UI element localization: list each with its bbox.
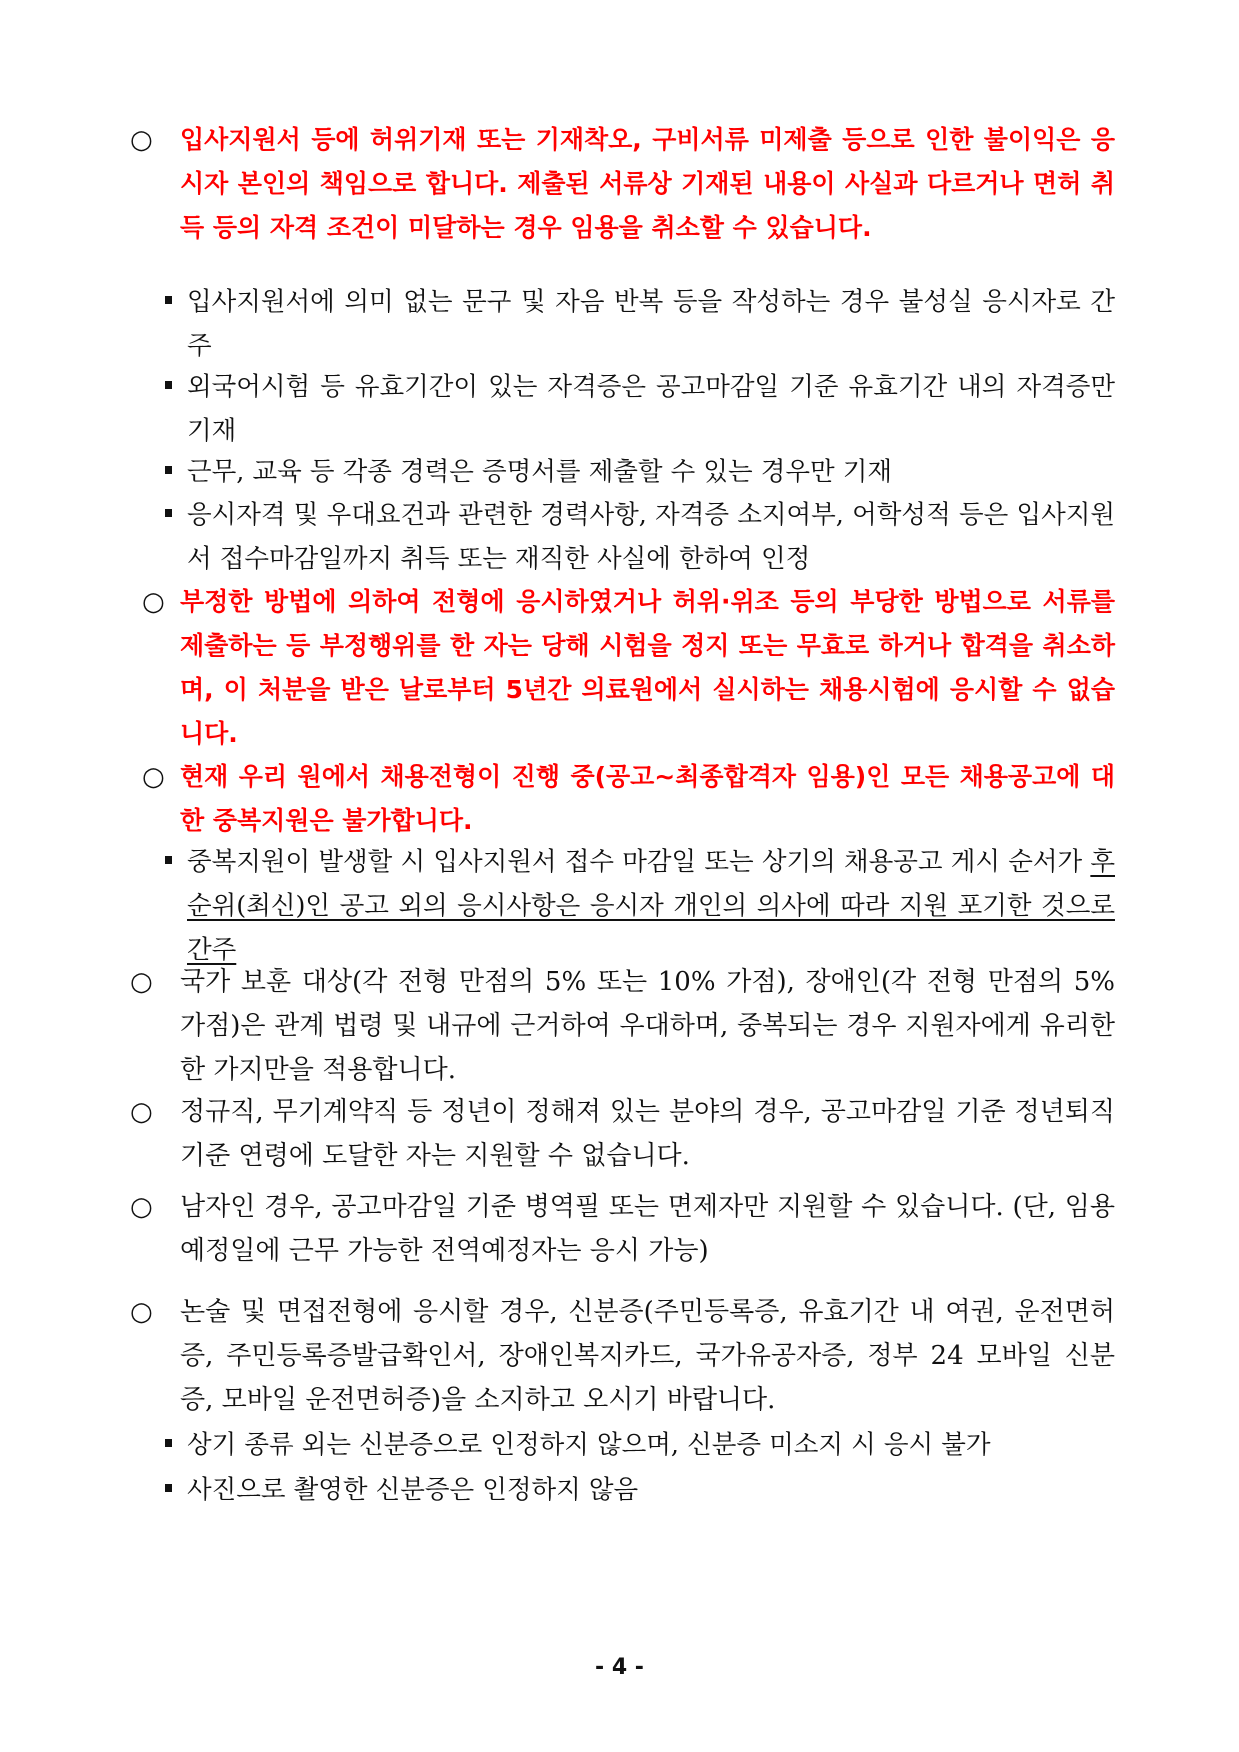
circle-marker: ○ bbox=[142, 587, 165, 617]
notice-text: 부정한 방법에 의하여 전형에 응시하였거나 허위·위조 등의 부당한 방법으로 서류를 제출하는 등 부정행위를 한 자는 당해 시험을 정지 또는 무효로 하거나 합격을 취소하며, 이 처분을 받은 날로부터 5년간 의료원에서 실시하는 채용시험에 응시할 수 없습니다. bbox=[180, 587, 1115, 748]
square-bullet-icon bbox=[165, 1484, 172, 1492]
notice-identification bbox=[130, 1290, 1115, 1422]
bullet-item bbox=[165, 280, 1115, 368]
square-bullet-icon bbox=[165, 296, 172, 304]
square-bullet-icon bbox=[165, 1439, 172, 1447]
bullet-item bbox=[165, 450, 1115, 494]
circle-marker: ○ bbox=[142, 762, 165, 792]
notice-text: 정규직, 무기계약직 등 정년이 정해져 있는 분야의 경우, 공고마감일 기준 정년퇴직 기준 연령에 도달한 자는 지원할 수 없습니다. bbox=[180, 1097, 1115, 1171]
bullet-text: 중복지원이 발생할 시 입사지원서 접수 마감일 또는 상기의 채용공고 게시 순서가 후순위(최신)인 공고 외의 응시사항은 응시자 개인의 의사에 따라 지원 포기한 것으로 간주 bbox=[187, 847, 1115, 965]
notice-veterans-disabled bbox=[130, 960, 1115, 1092]
circle-marker: ○ bbox=[130, 125, 153, 155]
circle-marker: ○ bbox=[130, 1297, 153, 1327]
notice-text: 논술 및 면접전형에 응시할 경우, 신분증(주민등록증, 유효기간 내 여권, 운전면허증, 주민등록증발급확인서, 장애인복지카드, 국가유공자증, 정부 24 모바일 신분증, 모바일 운전면허증)을 소지하고 오시기 바랍니다. bbox=[180, 1297, 1115, 1415]
bullet-text: 응시자격 및 우대요건과 관련한 경력사항, 자격증 소지여부, 어학성적 등은 입사지원서 접수마감일까지 취득 또는 재직한 사실에 한하여 인정 bbox=[187, 500, 1115, 574]
bullet-item bbox=[165, 493, 1115, 581]
square-bullet-icon bbox=[165, 466, 172, 474]
bullet-text: 입사지원서에 의미 없는 문구 및 자음 반복 등을 작성하는 경우 불성실 응시자로 간주 bbox=[187, 287, 1115, 361]
notice-text: 남자인 경우, 공고마감일 기준 병역필 또는 면제자만 지원할 수 있습니다. (단, 임용예정일에 근무 가능한 전역예정자는 응시 가능) bbox=[180, 1192, 1115, 1266]
notice-text: 입사지원서 등에 허위기재 또는 기재착오, 구비서류 미제출 등으로 인한 불이익은 응시자 본인의 책임으로 합니다. 제출된 서류상 기재된 내용이 사실과 다르거나 면허 취득 등의 자격 조건이 미달하는 경우 임용을 취소할 수 있습니다. bbox=[180, 125, 1115, 242]
circle-marker: ○ bbox=[130, 967, 153, 997]
square-bullet-icon bbox=[165, 509, 172, 517]
bullet-text: 근무, 교육 등 각종 경력은 증명서를 제출할 수 있는 경우만 기재 bbox=[187, 457, 892, 487]
underlined-text: 후순위(최신)인 공고 외의 응시사항은 응시자 개인의 의사에 따라 지원 포기한 것으로 간주 bbox=[187, 847, 1115, 965]
bullet-item bbox=[165, 365, 1115, 453]
notice-fraud bbox=[142, 580, 1115, 756]
bullet-text: 상기 종류 외는 신분증으로 인정하지 않으며, 신분증 미소지 시 응시 불가 bbox=[187, 1430, 991, 1460]
notice-duplicate-application bbox=[142, 755, 1115, 843]
circle-marker: ○ bbox=[130, 1192, 153, 1222]
notice-military-service bbox=[130, 1185, 1115, 1273]
square-bullet-icon bbox=[165, 856, 172, 864]
notice-text: 현재 우리 원에서 채용전형이 진행 중(공고∼최종합격자 임용)인 모든 채용공고에 대한 중복지원은 불가합니다. bbox=[180, 762, 1115, 835]
bullet-item bbox=[165, 840, 1115, 972]
bullet-item bbox=[165, 1423, 1115, 1467]
bullet-item bbox=[165, 1468, 1115, 1512]
circle-marker: ○ bbox=[130, 1097, 153, 1127]
notice-retirement-age bbox=[130, 1090, 1115, 1178]
notice-text: 국가 보훈 대상(각 전형 만점의 5% 또는 10% 가점), 장애인(각 전형 만점의 5% 가점)은 관계 법령 및 내규에 근거하여 우대하며, 중복되는 경우 지원자에게 유리한 한 가지만을 적용합니다. bbox=[180, 967, 1115, 1085]
page-number: - 4 - bbox=[595, 1655, 644, 1680]
square-bullet-icon bbox=[165, 381, 172, 389]
bullet-text: 외국어시험 등 유효기간이 있는 자격증은 공고마감일 기준 유효기간 내의 자격증만 기재 bbox=[187, 372, 1115, 446]
notice-false-entry bbox=[130, 118, 1115, 250]
bullet-text: 사진으로 촬영한 신분증은 인정하지 않음 bbox=[187, 1475, 639, 1505]
